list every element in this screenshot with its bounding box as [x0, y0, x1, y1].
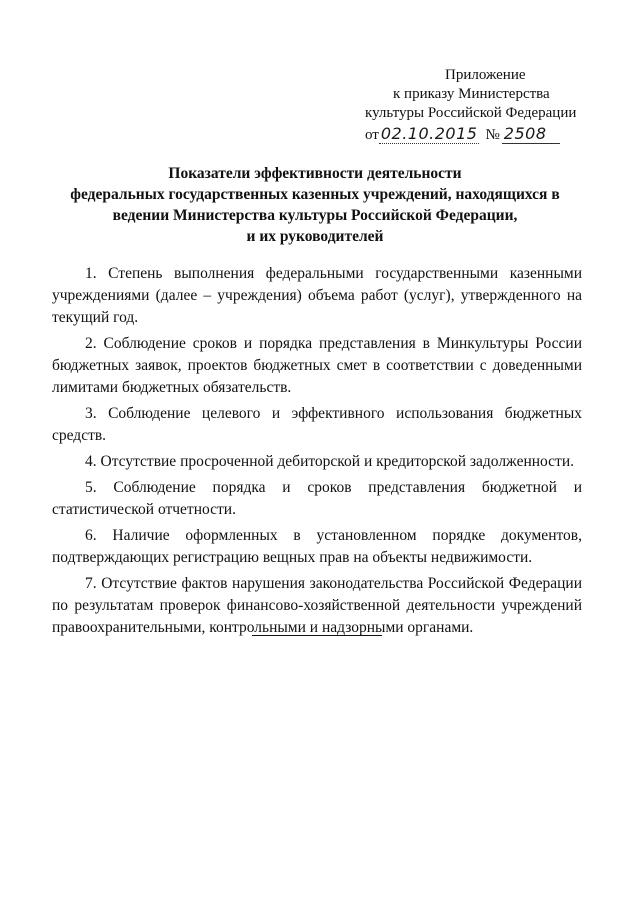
appendix-order-ref: к приказу Министерства — [393, 86, 550, 102]
list-item-2: 2. Соблюдение сроков и порядка представления в Минкультуры России бюджетных заявок, проектов бюджетных смет в соответствии с доведенными лимитами бюджетных обязательств. — [52, 335, 582, 396]
list-item-5: 5. Соблюдение порядка и сроков представления бюджетной и статистической отчетности. — [52, 479, 582, 518]
handwritten-date: 02.10.2015 — [380, 124, 478, 143]
appendix-header — [365, 66, 605, 145]
list-item-3: 3. Соблюдение целевого и эффективного использования бюджетных средств. — [52, 405, 582, 444]
handwritten-number: 2508 — [502, 124, 560, 144]
title-line-4: и их руководителей — [246, 228, 384, 245]
appendix-date-number — [365, 124, 605, 145]
list-item-1: 1. Степень выполнения федеральными государственными казенными учреждениями (далее – учреждения) объема работ (услуг), утвержденного на текущий год. — [52, 265, 582, 326]
list-item-6: 6. Наличие оформленных в установленном порядке документов, подтверждающих регистрацию вещных прав на объекты недвижимости. — [52, 527, 582, 566]
appendix-title: Приложение — [445, 67, 526, 83]
appendix-ministry: культуры Российской Федерации — [365, 105, 577, 121]
title-line-3: ведении Министерства культуры Российской Федерации, — [112, 207, 518, 224]
closing-rule — [252, 635, 382, 636]
document-title — [60, 163, 570, 247]
title-line-2: федеральных государственных казенных учреждений, находящихся в — [70, 186, 560, 203]
number-label: № — [485, 127, 500, 143]
title-line-1: Показатели эффективности деятельности — [168, 165, 462, 182]
list-item-7: 7. Отсутствие фактов нарушения законодательства Российской Федерации по результатам проверок финансово-хозяйственной деятельности учреждений правоохранительными, контрольными и надзорными органами. — [52, 575, 582, 636]
from-label: от — [365, 127, 379, 143]
list-item-4: 4. Отсутствие просроченной дебиторской и кредиторской задолженности. — [85, 453, 574, 470]
document-body — [52, 263, 582, 643]
